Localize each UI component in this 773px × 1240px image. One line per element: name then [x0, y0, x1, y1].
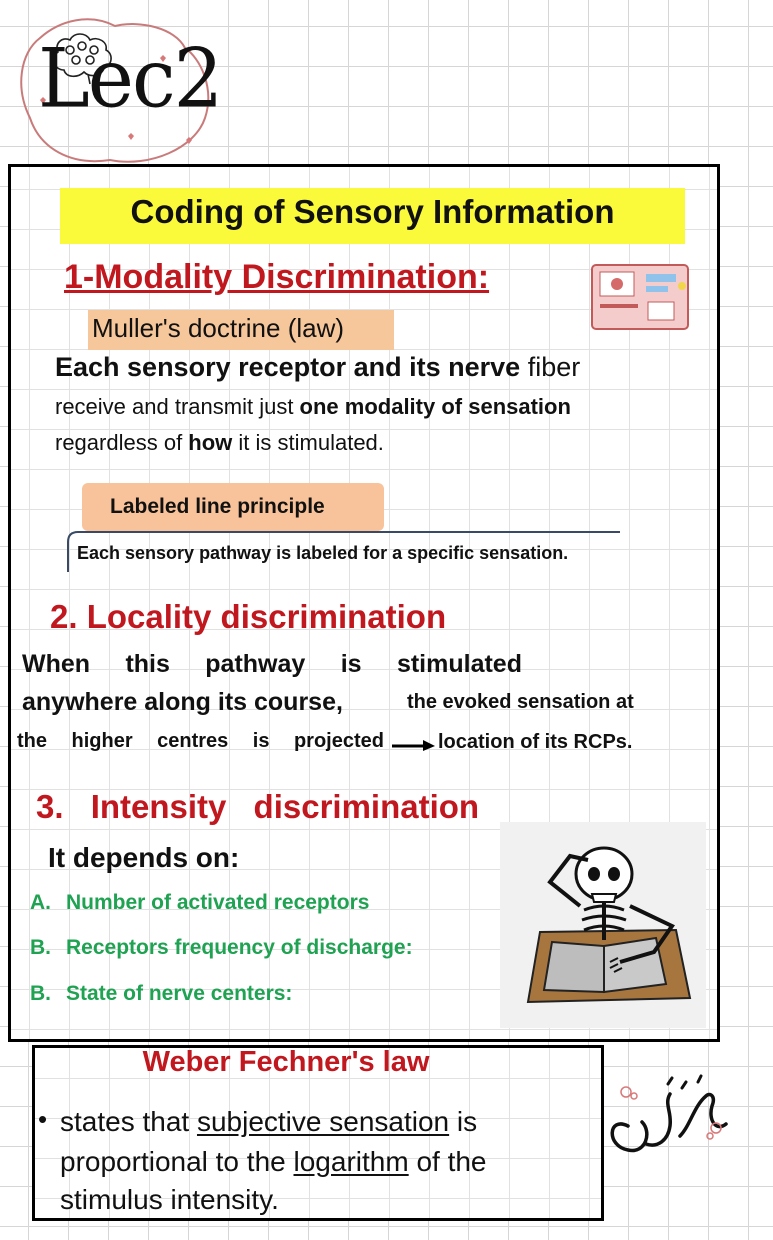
- handwritten-signature: [598, 1066, 738, 1162]
- list-item: [30, 936, 413, 960]
- weber-line-2-start: proportional to the: [60, 1146, 294, 1177]
- muller-line-2-bold: one modality of sensation: [299, 394, 571, 419]
- locality-word: When: [22, 650, 91, 678]
- muller-doctrine-label: Muller's doctrine (law): [92, 313, 345, 343]
- list-item: [30, 982, 292, 1006]
- depends-on-label: It depends on:: [48, 842, 240, 873]
- weber-underlined-term: subjective sensation: [196, 1106, 450, 1137]
- locality-word: is: [252, 730, 270, 752]
- locality-line-1: [22, 650, 522, 679]
- list-item-letter: A.: [30, 891, 51, 914]
- list-item-letter: B.: [30, 936, 51, 959]
- arrow-right-icon: [391, 736, 436, 752]
- list-item-letter: B.: [30, 982, 51, 1005]
- muller-line-3-rest: it is stimulated.: [232, 430, 384, 455]
- locality-word: projected: [293, 730, 384, 752]
- muller-line-1: [55, 352, 580, 383]
- labeled-line-description: Each sensory pathway is labeled for a specific sensation.: [77, 543, 569, 563]
- locality-line-3-end: location of its RCPs.: [438, 731, 633, 753]
- skeleton-reading-icon: [500, 822, 706, 1028]
- locality-line-2-rest: the evoked sensation at: [407, 691, 634, 713]
- weber-line-2: [60, 1146, 487, 1178]
- locality-word: is: [340, 650, 362, 678]
- bullet-icon: •: [38, 1104, 48, 1134]
- intensity-heading: 3. Intensity discrimination: [36, 788, 480, 825]
- locality-line-2-bold: anywhere along its course,: [22, 688, 343, 716]
- locality-word: this: [125, 650, 170, 678]
- muller-line-1-bold: Each sensory receptor and its nerve: [55, 352, 521, 382]
- weber-line-1-end: is: [449, 1106, 478, 1137]
- locality-line-3: [17, 730, 384, 753]
- locality-heading: 2. Locality discrimination: [50, 598, 447, 635]
- weber-underlined-term: logarithm: [293, 1146, 409, 1177]
- muller-line-2-start: receive and transmit just: [55, 394, 300, 419]
- weber-law-heading: Weber Fechner's law: [142, 1046, 430, 1078]
- locality-word: higher: [71, 730, 133, 752]
- locality-word: stimulated: [396, 650, 522, 678]
- list-item-text: Receptors frequency of discharge:: [66, 936, 413, 959]
- muller-line-2: [55, 394, 571, 420]
- muller-line-1-rest: fiber: [520, 352, 581, 382]
- muller-line-3-bold: how: [188, 430, 233, 455]
- page-title: Coding of Sensory Information: [130, 193, 615, 230]
- weber-line-2-end: of the: [408, 1146, 487, 1177]
- list-item: [30, 891, 369, 915]
- weber-line-3: stimulus intensity.: [60, 1184, 279, 1215]
- weber-line-1: [60, 1106, 477, 1138]
- labeled-line-label: Labeled line principle: [110, 495, 325, 518]
- locality-word: the: [17, 730, 47, 752]
- list-item-text: Number of activated receptors: [66, 891, 370, 914]
- modality-heading: 1-Modality Discrimination:: [64, 258, 490, 296]
- lecture-label: Lec2: [38, 31, 222, 127]
- weber-line-1-start: states that: [60, 1106, 197, 1137]
- list-item-text: State of nerve centers:: [66, 982, 293, 1005]
- locality-word: centres: [157, 730, 229, 752]
- planner-sticker-icon: [590, 262, 694, 332]
- locality-word: pathway: [205, 650, 306, 678]
- muller-line-3-start: regardless of: [55, 430, 189, 455]
- muller-line-3: [55, 430, 384, 456]
